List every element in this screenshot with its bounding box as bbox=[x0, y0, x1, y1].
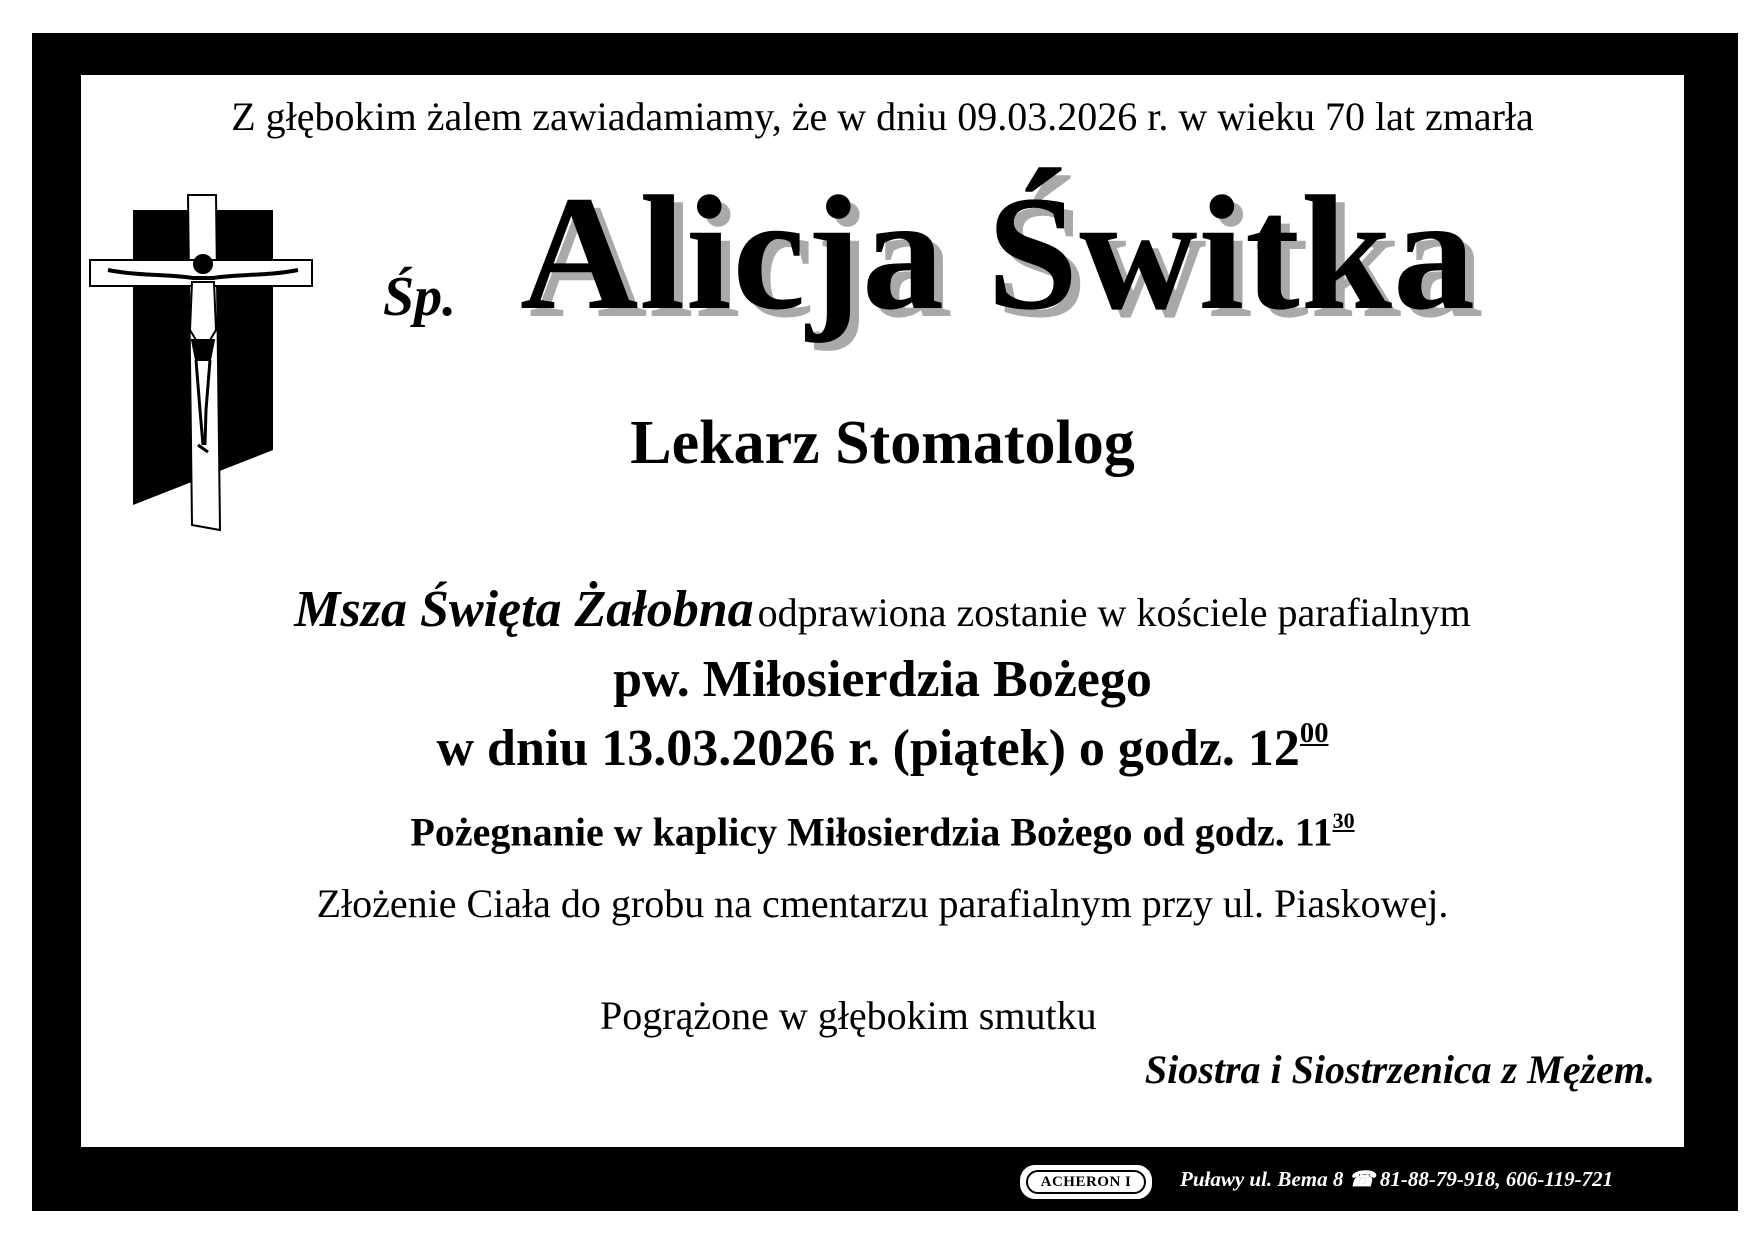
farewell-text: Pożegnanie w kaplicy Miłosierdzia Bożego od godz. 11 bbox=[410, 809, 1333, 855]
footer-phones: 81-88-79-918, 606-119-721 bbox=[1379, 1167, 1614, 1191]
footer-address: Puławy ul. Bema 8 bbox=[1180, 1167, 1344, 1191]
deceased-name: Alicja Świtka bbox=[520, 163, 1476, 344]
mass-title: Msza Święta Żałobna bbox=[294, 581, 754, 638]
intro-text: Z głębokim żalem zawiadamiamy, że w dniu 09.03.2026 r. w wieku 70 lat zmarła bbox=[231, 94, 1534, 139]
burial-info: Złożenie Ciała do grobu na cmentarzu parafialnym przy ul. Piaskowej. bbox=[316, 881, 1449, 926]
profession: Lekarz Stomatolog bbox=[630, 409, 1135, 477]
mass-date bbox=[81, 718, 1684, 778]
prefix-sp: Śp. bbox=[383, 266, 457, 328]
acheron-logo bbox=[1020, 1165, 1152, 1199]
mass-date-minutes: 00 bbox=[1299, 718, 1329, 749]
footer bbox=[1020, 1159, 1720, 1203]
telephone-icon: ☎ bbox=[1348, 1167, 1375, 1191]
logo-text: ACHERON I bbox=[1026, 1170, 1146, 1194]
signature: Siostra i Siostrzenica z Mężem. bbox=[1144, 1047, 1655, 1092]
footer-contact bbox=[1180, 1167, 1613, 1192]
mass-description: odprawiona zostanie w kościele parafialnym bbox=[757, 590, 1471, 635]
crucifix-icon bbox=[88, 190, 318, 535]
farewell-minutes: 30 bbox=[1332, 808, 1355, 833]
mourners-text: Pogrążone w głębokim smutku bbox=[600, 993, 1097, 1038]
mass-date-text: w dniu 13.03.2026 r. (piątek) o godz. 12 bbox=[436, 719, 1300, 777]
farewell-line bbox=[81, 808, 1684, 856]
church-name: pw. Miłosierdzia Bożego bbox=[613, 651, 1152, 708]
mass-line bbox=[81, 580, 1684, 639]
